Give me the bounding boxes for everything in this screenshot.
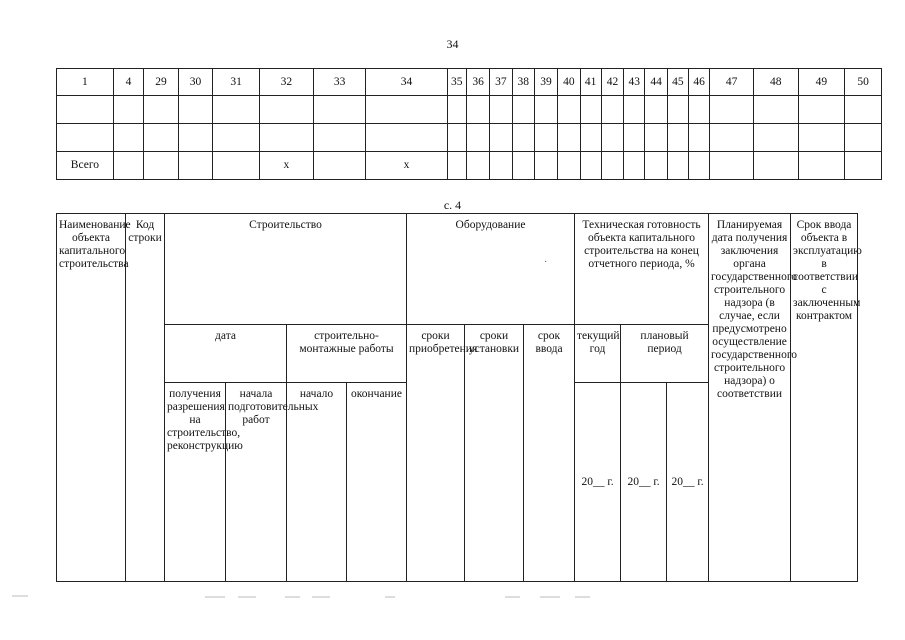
works-end-header: окончание <box>347 383 407 582</box>
year-cell: 20__ г. <box>575 383 621 582</box>
col-number: 35 <box>447 69 466 96</box>
col-number: 39 <box>534 69 557 96</box>
page-number: 34 <box>446 37 459 51</box>
col-number: 44 <box>645 69 667 96</box>
empty-row <box>57 124 882 152</box>
scan-artifacts <box>0 594 905 600</box>
construction-table <box>56 213 862 582</box>
construction-header: Строительство <box>165 214 407 325</box>
equipment-header: Оборудование <box>407 214 575 325</box>
empty-row <box>57 96 882 124</box>
installation-terms-header: сроки установки <box>465 325 524 582</box>
col-number: 50 <box>845 69 882 96</box>
planned-date-header: Планируемая дата получения заключения органа государственного строительного надзора (в случае, если предусмотрено осуществление государственного строительного надзора) о соответствии <box>709 214 791 582</box>
commission-term-header: Срок ввода объекта в эксплуатацию в соответствии с заключенным контрактом <box>791 214 858 582</box>
scan-speck: · <box>544 257 548 268</box>
total-row <box>57 152 882 180</box>
prep-start-header: начала подготовительных работ <box>226 383 287 582</box>
col-number: 32 <box>259 69 313 96</box>
row-code-header: Код строки <box>126 214 165 582</box>
col-number: 30 <box>178 69 213 96</box>
total-label: Всего <box>57 152 114 180</box>
readiness-header: Техническая готовность объекта капитального строительства на конец отчетного периода, % <box>575 214 709 325</box>
col-number: 34 <box>366 69 447 96</box>
col-number: 1 <box>57 69 114 96</box>
x-mark: x <box>259 152 313 180</box>
col-number: 48 <box>753 69 798 96</box>
date-header: дата <box>165 325 287 383</box>
plan-period-header: плановый период <box>621 325 709 383</box>
col-number: 43 <box>624 69 645 96</box>
col-number: 40 <box>558 69 580 96</box>
col-number: 37 <box>490 69 512 96</box>
year-cell: 20__ г. <box>621 383 667 582</box>
permit-date-header: получения разрешения на строительство, реконструкцию <box>165 383 226 582</box>
col-number: 33 <box>313 69 366 96</box>
col-number: 41 <box>580 69 601 96</box>
year-cell: 20__ г. <box>667 383 709 582</box>
summary-table <box>56 68 882 180</box>
current-year-header: текущий год <box>575 325 621 383</box>
col-number: 38 <box>512 69 534 96</box>
object-name-header: Наименование объекта капитального строительства <box>57 214 126 582</box>
col-number: 46 <box>689 69 710 96</box>
col-number: 29 <box>144 69 179 96</box>
col-number: 42 <box>601 69 623 96</box>
col-number: 4 <box>113 69 143 96</box>
x-mark: x <box>366 152 447 180</box>
col-number: 31 <box>213 69 260 96</box>
col-number: 45 <box>667 69 688 96</box>
assembly-works-header: строительно-монтажные работы <box>287 325 407 383</box>
section-label: с. 4 <box>443 198 462 212</box>
acquisition-terms-header: сроки приобретения <box>407 325 465 582</box>
works-start-header: начало <box>287 383 347 582</box>
col-number: 47 <box>710 69 754 96</box>
commission-date-header: срок ввода <box>524 325 575 582</box>
col-number: 36 <box>466 69 489 96</box>
column-number-row <box>57 69 882 96</box>
col-number: 49 <box>798 69 845 96</box>
